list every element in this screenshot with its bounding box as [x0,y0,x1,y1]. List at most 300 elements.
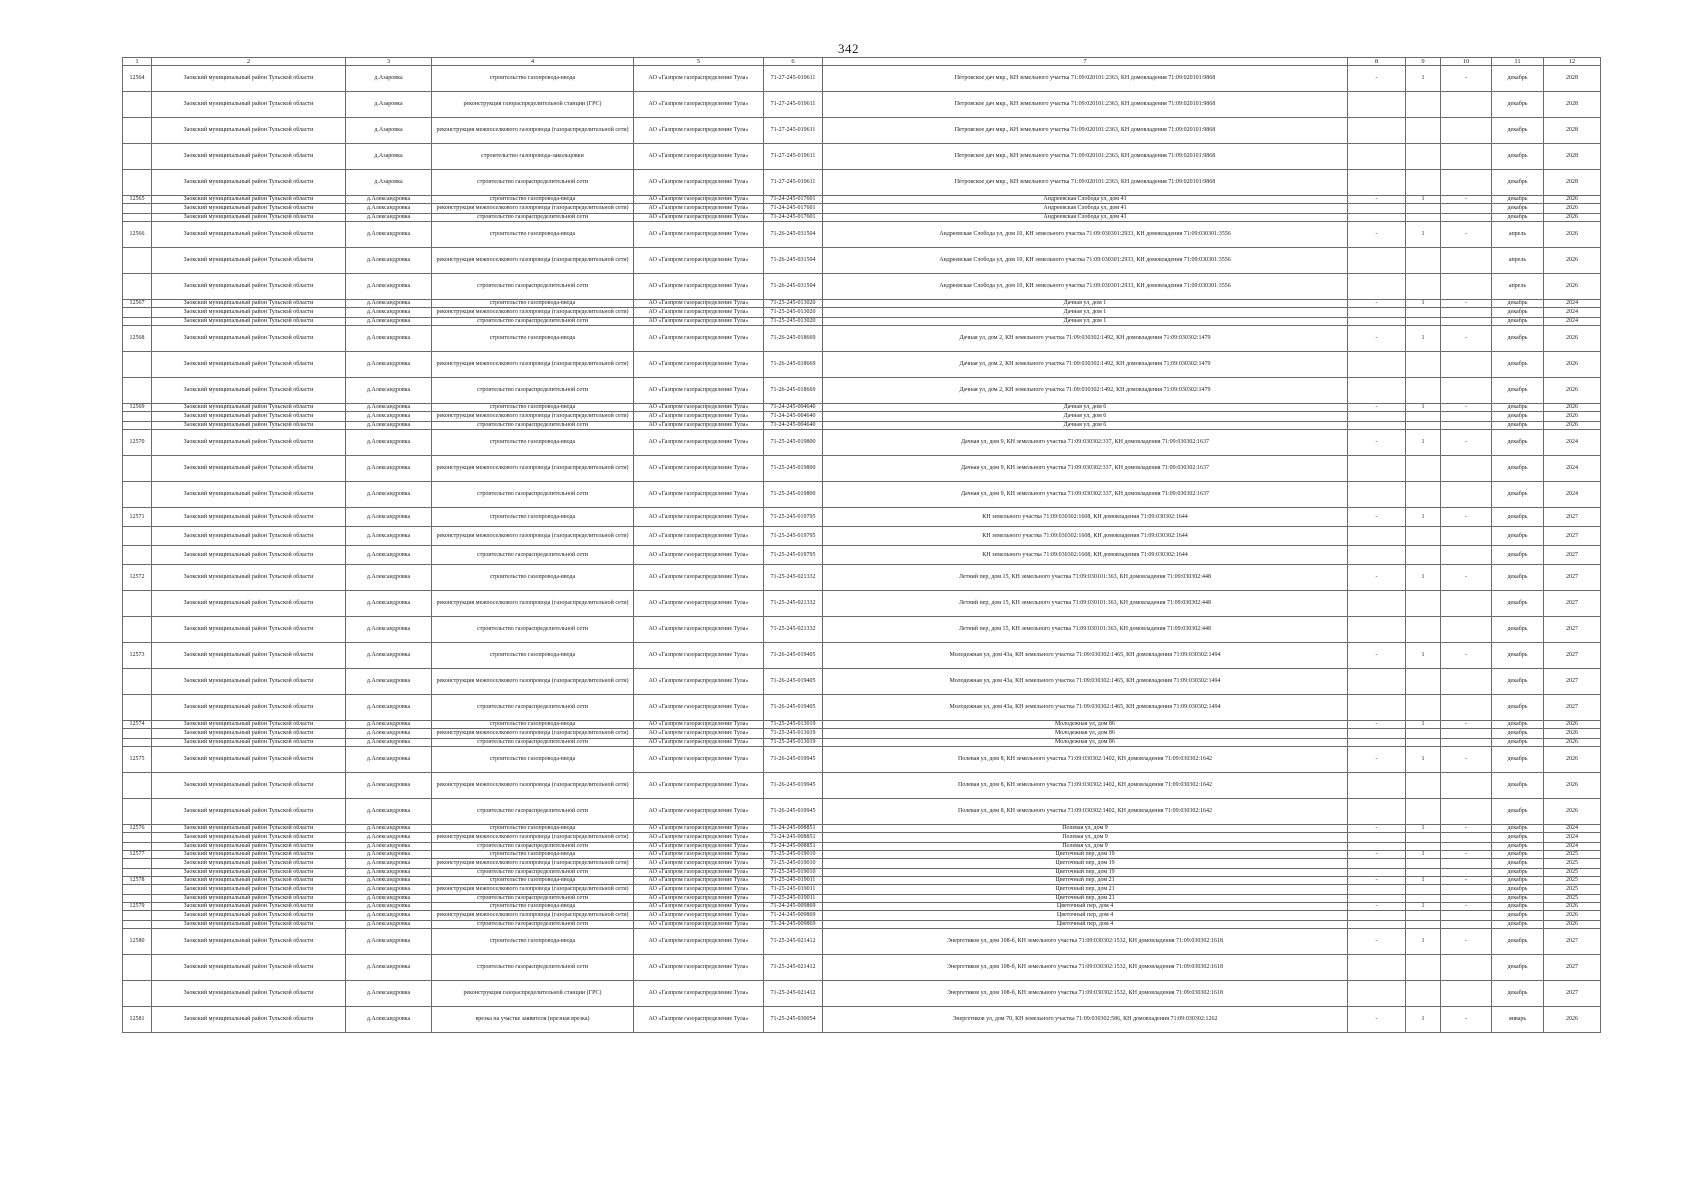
month-cell: декабрь [1492,903,1544,911]
organization-cell: АО «Газпром газораспределение Тула» [634,877,764,885]
address-cell: Энергетиков ул, дом 108-б, КН земельного участка 71:09:030302:1532, КН домовладения 71:09:030302:1618 [823,981,1348,1007]
locality-cell: д.Александровка [346,643,432,669]
request-code-cell: 71-25-245-013020 [764,300,823,308]
work-type-cell: реконструкция межпоселкового газопровода (газораспределительной сети) [432,669,634,695]
year-cell: 2024 [1544,482,1601,508]
month-cell: декабрь [1492,92,1544,118]
organization-cell: АО «Газпром газораспределение Тула» [634,747,764,773]
locality-cell: д.Александровка [346,274,432,300]
district-cell: Заокский муниципальный район Тульской области [152,869,346,877]
locality-cell: д.Азаровка [346,92,432,118]
month-cell: декабрь [1492,430,1544,456]
district-cell: Заокский муниципальный район Тульской области [152,981,346,1007]
organization-cell: АО «Газпром газораспределение Тула» [634,214,764,222]
organization-cell: АО «Газпром газораспределение Тула» [634,895,764,903]
column-10-cell [1441,799,1492,825]
object-number-cell [123,885,152,895]
column-10-cell [1441,911,1492,921]
organization-cell: АО «Газпром газораспределение Тула» [634,617,764,643]
locality-cell: д.Александровка [346,527,432,546]
column-10-cell [1441,591,1492,617]
column-10-cell [1441,739,1492,747]
month-cell: декабрь [1492,378,1544,404]
object-number-cell [123,833,152,843]
organization-cell: АО «Газпром газораспределение Тула» [634,318,764,326]
object-number-cell [123,170,152,196]
request-code-cell: 71-25-245-013019 [764,739,823,747]
year-cell: 2028 [1544,92,1601,118]
organization-cell: АО «Газпром газораспределение Тула» [634,430,764,456]
year-cell: 2026 [1544,248,1601,274]
locality-cell: д.Азаровка [346,170,432,196]
work-type-cell: строительство газораспределительной сети [432,214,634,222]
organization-cell: АО «Газпром газораспределение Тула» [634,669,764,695]
table-row [123,404,1601,412]
request-code-cell: 71-24-245-008851 [764,843,823,851]
column-number: 2 [152,58,346,66]
object-number-cell [123,204,152,214]
locality-cell: д.Азаровка [346,144,432,170]
column-8-cell [1348,695,1406,721]
column-10-cell [1441,248,1492,274]
address-cell: Полевая ул, дом 8, КН земельного участка 71:09:030302:1402, КН домовладения 71:09:030302:1642 [823,773,1348,799]
locality-cell: д.Александровка [346,955,432,981]
column-8-cell: - [1348,825,1406,833]
request-code-cell: 71-24-245-008851 [764,825,823,833]
object-number-cell [123,843,152,851]
organization-cell: АО «Газпром газораспределение Тула» [634,981,764,1007]
work-type-cell: строительство газораспределительной сети [432,843,634,851]
locality-cell: д.Александровка [346,911,432,921]
address-cell: Петровское дач мкр., КН земельного участка 71:09:020101:2363, КН домовладения 71:09:020101:9868 [823,66,1348,92]
work-type-cell: строительство газопровода-ввода [432,222,634,248]
address-cell: Цветочный пер, дом 21 [823,895,1348,903]
address-cell: Петровское дач мкр., КН земельного участка 71:09:020101:2363, КН домовладения 71:09:020101:9868 [823,170,1348,196]
column-10-cell: - [1441,196,1492,204]
table-row [123,921,1601,929]
column-number: 9 [1406,58,1441,66]
object-number-cell: 12566 [123,222,152,248]
column-8-cell: - [1348,643,1406,669]
object-number-cell [123,214,152,222]
address-cell: Цветочный пер, дом 21 [823,877,1348,885]
quantity-cell: 1 [1406,747,1441,773]
column-10-cell [1441,859,1492,869]
address-cell: Цветочный пер, дом 21 [823,885,1348,895]
request-code-cell: 71-25-245-013020 [764,318,823,326]
month-cell: декабрь [1492,833,1544,843]
district-cell: Заокский муниципальный район Тульской области [152,430,346,456]
request-code-cell: 71-25-245-021332 [764,565,823,591]
district-cell: Заокский муниципальный район Тульской области [152,508,346,527]
district-cell: Заокский муниципальный район Тульской области [152,799,346,825]
organization-cell: АО «Газпром газораспределение Тула» [634,352,764,378]
column-8-cell: - [1348,326,1406,352]
table-row [123,859,1601,869]
address-cell: КН земельного участка 71:09:030302:1608, КН домовладения 71:09:030302:1644 [823,527,1348,546]
month-cell: декабрь [1492,877,1544,885]
organization-cell: АО «Газпром газораспределение Тула» [634,955,764,981]
column-10-cell [1441,546,1492,565]
object-number-cell [123,981,152,1007]
district-cell: Заокский муниципальный район Тульской области [152,196,346,204]
month-cell: декабрь [1492,825,1544,833]
object-number-cell [123,527,152,546]
month-cell: декабрь [1492,204,1544,214]
work-type-cell: строительство газораспределительной сети [432,921,634,929]
locality-cell: д.Александровка [346,799,432,825]
table-row [123,318,1601,326]
address-cell: КН земельного участка 71:09:030302:1608, КН домовладения 71:09:030302:1644 [823,508,1348,527]
table-row [123,300,1601,308]
work-type-cell: строительство газораспределительной сети [432,617,634,643]
organization-cell: АО «Газпром газораспределение Тула» [634,422,764,430]
column-number: 8 [1348,58,1406,66]
address-cell: Цветочный пер, дом 19 [823,851,1348,859]
column-8-cell [1348,214,1406,222]
district-cell: Заокский муниципальный район Тульской области [152,412,346,422]
work-type-cell: реконструкция межпоселкового газопровода (газораспределительной сети) [432,352,634,378]
organization-cell: АО «Газпром газораспределение Тула» [634,851,764,859]
year-cell: 2026 [1544,729,1601,739]
work-type-cell: реконструкция межпоселкового газопровода (газораспределительной сети) [432,833,634,843]
quantity-cell [1406,843,1441,851]
address-cell: Дачная ул, дом 9, КН земельного участка 71:09:030302:337, КН домовладения 71:09:030302:1637 [823,430,1348,456]
column-8-cell [1348,617,1406,643]
request-code-cell: 71-25-245-019800 [764,430,823,456]
locality-cell: д.Александровка [346,196,432,204]
column-10-cell [1441,422,1492,430]
table-row [123,222,1601,248]
district-cell: Заокский муниципальный район Тульской области [152,404,346,412]
column-10-cell [1441,729,1492,739]
quantity-cell [1406,773,1441,799]
column-10-cell [1441,456,1492,482]
quantity-cell [1406,422,1441,430]
address-cell: Дачная ул, дом 6 [823,404,1348,412]
table-row [123,508,1601,527]
organization-cell: АО «Газпром газораспределение Тула» [634,843,764,851]
table-row [123,308,1601,318]
year-cell: 2027 [1544,669,1601,695]
district-cell: Заокский муниципальный район Тульской области [152,877,346,885]
column-8-cell [1348,248,1406,274]
organization-cell: АО «Газпром газораспределение Тула» [634,773,764,799]
year-cell: 2026 [1544,422,1601,430]
column-10-cell: - [1441,929,1492,955]
table-row [123,591,1601,617]
table-row [123,903,1601,911]
district-cell: Заокский муниципальный район Тульской области [152,721,346,729]
column-8-cell: - [1348,877,1406,885]
district-cell: Заокский муниципальный район Тульской области [152,895,346,903]
quantity-cell [1406,729,1441,739]
quantity-cell: 1 [1406,929,1441,955]
address-cell: КН земельного участка 71:09:030302:1608, КН домовладения 71:09:030302:1644 [823,546,1348,565]
column-8-cell [1348,843,1406,851]
work-type-cell: реконструкция межпоселкового газопровода (газораспределительной сети) [432,859,634,869]
column-8-cell [1348,981,1406,1007]
quantity-cell [1406,144,1441,170]
month-cell: декабрь [1492,799,1544,825]
column-10-cell: - [1441,903,1492,911]
month-cell: декабрь [1492,955,1544,981]
request-code-cell: 71-27-245-019611 [764,144,823,170]
column-8-cell [1348,308,1406,318]
table-row [123,739,1601,747]
district-cell: Заокский муниципальный район Тульской области [152,643,346,669]
address-cell: Энергетиков ул, дом 108-б, КН земельного участка 71:09:030302:1532, КН домовладения 71:09:030302:1618 [823,955,1348,981]
work-type-cell: строительство газопровода-ввода [432,196,634,204]
address-cell: Дачная ул, дом 9, КН земельного участка 71:09:030302:337, КН домовладения 71:09:030302:1637 [823,456,1348,482]
request-code-cell: 71-25-245-021412 [764,929,823,955]
quantity-cell [1406,204,1441,214]
column-10-cell [1441,773,1492,799]
organization-cell: АО «Газпром газораспределение Тула» [634,274,764,300]
work-type-cell: врезка на участке заявителя (врезная врезка) [432,1007,634,1033]
quantity-cell: 1 [1406,430,1441,456]
object-number-cell: 12569 [123,404,152,412]
request-code-cell: 71-26-245-031504 [764,274,823,300]
month-cell: декабрь [1492,326,1544,352]
column-8-cell [1348,921,1406,929]
work-type-cell: строительство газопровода-закольцовки [432,144,634,170]
locality-cell: д.Александровка [346,877,432,885]
table-row [123,773,1601,799]
locality-cell: д.Александровка [346,851,432,859]
table-row [123,869,1601,877]
request-code-cell: 71-26-245-019945 [764,747,823,773]
object-number-cell: 12580 [123,929,152,955]
column-8-cell: - [1348,430,1406,456]
object-number-cell: 12567 [123,300,152,308]
request-code-cell: 71-26-245-018669 [764,352,823,378]
work-type-cell: реконструкция межпоселкового газопровода (газораспределительной сети) [432,456,634,482]
table-row [123,833,1601,843]
column-8-cell [1348,482,1406,508]
locality-cell: д.Александровка [346,222,432,248]
column-8-cell: - [1348,300,1406,308]
object-number-cell [123,617,152,643]
work-type-cell: реконструкция межпоселкового газопровода (газораспределительной сети) [432,308,634,318]
district-cell: Заокский муниципальный район Тульской области [152,118,346,144]
year-cell: 2026 [1544,378,1601,404]
month-cell: декабрь [1492,66,1544,92]
request-code-cell: 71-25-245-019011 [764,877,823,885]
address-cell: Дачная ул, дом 2, КН земельного участка 71:09:030302:1492, КН домовладения 71:09:030302:1479 [823,378,1348,404]
district-cell: Заокский муниципальный район Тульской области [152,92,346,118]
work-type-cell: строительство газопровода-ввода [432,508,634,527]
object-number-cell [123,456,152,482]
year-cell: 2028 [1544,170,1601,196]
month-cell: декабрь [1492,729,1544,739]
locality-cell: д.Александровка [346,1007,432,1033]
year-cell: 2026 [1544,721,1601,729]
column-8-cell: - [1348,721,1406,729]
table-row [123,412,1601,422]
request-code-cell: 71-25-245-019795 [764,546,823,565]
table-row [123,929,1601,955]
year-cell: 2025 [1544,859,1601,869]
locality-cell: д.Александровка [346,843,432,851]
address-cell: Петровское дач мкр., КН земельного участка 71:09:020101:2363, КН домовладения 71:09:020101:9868 [823,92,1348,118]
object-number-cell [123,352,152,378]
work-type-cell: строительство газораспределительной сети [432,378,634,404]
locality-cell: д.Александровка [346,546,432,565]
year-cell: 2026 [1544,222,1601,248]
organization-cell: АО «Газпром газораспределение Тула» [634,66,764,92]
work-type-cell: реконструкция межпоселкового газопровода (газораспределительной сети) [432,885,634,895]
table-row [123,1007,1601,1033]
quantity-cell: 1 [1406,565,1441,591]
district-cell: Заокский муниципальный район Тульской области [152,378,346,404]
year-cell: 2027 [1544,955,1601,981]
column-10-cell [1441,981,1492,1007]
month-cell: декабрь [1492,318,1544,326]
column-8-cell [1348,911,1406,921]
locality-cell: д.Александровка [346,482,432,508]
month-cell: декабрь [1492,721,1544,729]
address-cell: Дачная ул, дом 6 [823,412,1348,422]
organization-cell: АО «Газпром газораспределение Тула» [634,833,764,843]
column-10-cell [1441,895,1492,903]
year-cell: 2026 [1544,799,1601,825]
column-10-cell [1441,412,1492,422]
locality-cell: д.Александровка [346,422,432,430]
address-cell: Цветочный пер, дом 4 [823,921,1348,929]
quantity-cell: 1 [1406,877,1441,885]
year-cell: 2025 [1544,851,1601,859]
quantity-cell: 1 [1406,196,1441,204]
year-cell: 2026 [1544,773,1601,799]
table-row [123,747,1601,773]
month-cell: декабрь [1492,895,1544,903]
work-type-cell: строительство газопровода-ввода [432,430,634,456]
request-code-cell: 71-25-245-021332 [764,617,823,643]
organization-cell: АО «Газпром газораспределение Тула» [634,412,764,422]
column-10-cell [1441,378,1492,404]
request-code-cell: 71-24-245-017601 [764,196,823,204]
address-cell: Летний пер, дом 15, КН земельного участка 71:09:030101:363, КН домовладения 71:09:030302:448 [823,617,1348,643]
year-cell: 2024 [1544,843,1601,851]
column-8-cell: - [1348,66,1406,92]
column-number: 10 [1441,58,1492,66]
year-cell: 2028 [1544,118,1601,144]
request-code-cell: 71-24-245-008851 [764,833,823,843]
table-row [123,721,1601,729]
object-number-cell: 12579 [123,903,152,911]
column-8-cell: - [1348,508,1406,527]
district-cell: Заокский муниципальный район Тульской области [152,859,346,869]
table-row [123,877,1601,885]
column-8-cell [1348,869,1406,877]
column-8-cell [1348,895,1406,903]
organization-cell: АО «Газпром газораспределение Тула» [634,222,764,248]
year-cell: 2026 [1544,274,1601,300]
table-row [123,248,1601,274]
address-cell: Молодежная ул, дом 43а, КН земельного участка 71:09:030302:1465, КН домовладения 71:09:030302:1494 [823,643,1348,669]
object-number-cell [123,955,152,981]
column-8-cell [1348,378,1406,404]
organization-cell: АО «Газпром газораспределение Тула» [634,911,764,921]
year-cell: 2027 [1544,591,1601,617]
table-row [123,669,1601,695]
address-cell: Молодежная ул, дом 86 [823,739,1348,747]
work-type-cell: строительство газораспределительной сети [432,695,634,721]
address-cell: Летний пер, дом 15, КН земельного участка 71:09:030101:363, КН домовладения 71:09:030302:448 [823,591,1348,617]
district-cell: Заокский муниципальный район Тульской области [152,695,346,721]
address-cell: Петровское дач мкр., КН земельного участка 71:09:020101:2363, КН домовладения 71:09:020101:9868 [823,118,1348,144]
quantity-cell [1406,378,1441,404]
request-code-cell: 71-25-245-030054 [764,1007,823,1033]
column-8-cell [1348,318,1406,326]
year-cell: 2026 [1544,903,1601,911]
work-type-cell: реконструкция межпоселкового газопровода (газораспределительной сети) [432,118,634,144]
column-8-cell: - [1348,404,1406,412]
table-row [123,825,1601,833]
district-cell: Заокский муниципальный район Тульской области [152,456,346,482]
district-cell: Заокский муниципальный район Тульской области [152,546,346,565]
address-cell: Молодежная ул, дом 43а, КН земельного участка 71:09:030302:1465, КН домовладения 71:09:030302:1494 [823,669,1348,695]
year-cell: 2027 [1544,929,1601,955]
request-code-cell: 71-27-245-019611 [764,92,823,118]
column-10-cell [1441,204,1492,214]
object-number-cell [123,318,152,326]
organization-cell: АО «Газпром газораспределение Тула» [634,508,764,527]
month-cell: апрель [1492,274,1544,300]
work-type-cell: строительство газораспределительной сети [432,739,634,747]
district-cell: Заокский муниципальный район Тульской области [152,617,346,643]
month-cell: декабрь [1492,565,1544,591]
column-8-cell [1348,274,1406,300]
district-cell: Заокский муниципальный район Тульской области [152,422,346,430]
table-row [123,274,1601,300]
object-number-cell: 12581 [123,1007,152,1033]
quantity-cell: 1 [1406,222,1441,248]
locality-cell: д.Александровка [346,508,432,527]
month-cell: декабрь [1492,144,1544,170]
month-cell: декабрь [1492,859,1544,869]
table-row [123,617,1601,643]
table-row [123,643,1601,669]
district-cell: Заокский муниципальный район Тульской области [152,885,346,895]
object-number-cell [123,773,152,799]
address-cell: Полевая ул, дом 8, КН земельного участка 71:09:030302:1402, КН домовладения 71:09:030302:1642 [823,747,1348,773]
organization-cell: АО «Газпром газораспределение Тула» [634,378,764,404]
district-cell: Заокский муниципальный район Тульской области [152,921,346,929]
object-number-cell [123,799,152,825]
work-type-cell: строительство газопровода-ввода [432,565,634,591]
request-code-cell: 71-25-245-021412 [764,955,823,981]
column-8-cell: - [1348,903,1406,911]
district-cell: Заокский муниципальный район Тульской области [152,729,346,739]
object-number-cell [123,274,152,300]
table-row [123,851,1601,859]
organization-cell: АО «Газпром газораспределение Тула» [634,739,764,747]
work-type-cell: строительство газораспределительной сети [432,546,634,565]
month-cell: апрель [1492,222,1544,248]
locality-cell: д.Александровка [346,929,432,955]
month-cell: декабрь [1492,773,1544,799]
column-8-cell: - [1348,851,1406,859]
table-row [123,895,1601,903]
year-cell: 2027 [1544,695,1601,721]
address-cell: Молодежная ул, дом 86 [823,721,1348,729]
quantity-cell [1406,456,1441,482]
organization-cell: АО «Газпром газораспределение Тула» [634,482,764,508]
column-10-cell: - [1441,877,1492,885]
address-cell: Андреевская Слобода ул, дом 41 [823,204,1348,214]
